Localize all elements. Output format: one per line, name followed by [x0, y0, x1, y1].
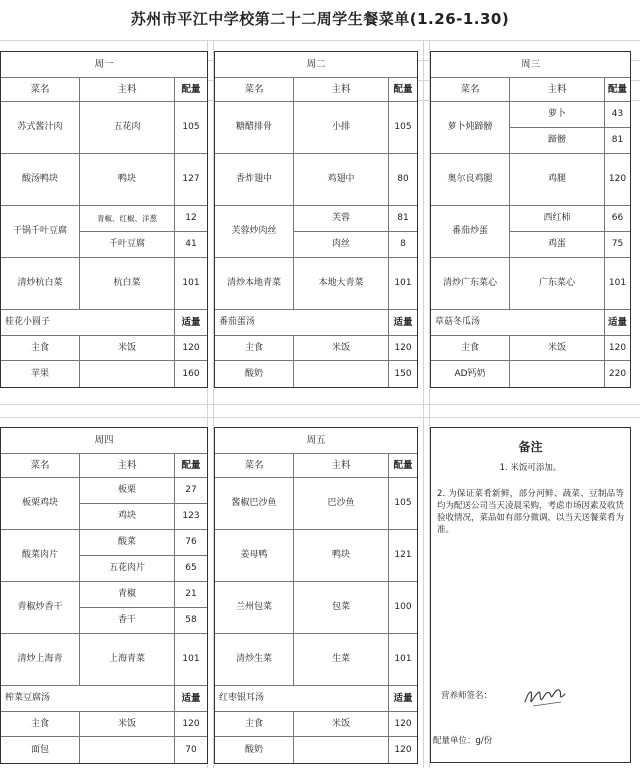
soup-qty: 适量 [389, 686, 417, 712]
ingredient-name: 鸡腿 [510, 154, 605, 206]
dish-name: 清炒杭白菜 [1, 258, 80, 310]
ingredient-name: 小排 [294, 102, 389, 154]
column-header-ingredient: 主料 [80, 78, 175, 102]
ingredient-name: 芙蓉 [294, 206, 389, 232]
extra-item: 酸奶 [215, 361, 294, 387]
staple-name: 米饭 [80, 336, 175, 361]
ingredient-qty: 75 [605, 232, 630, 258]
ingredient-name: 蹄髈 [510, 128, 605, 154]
note-line-2: 2. 为保证菜肴新鲜，部分河鲜、蔬菜、豆制品等均为配送公司当天凌晨采购，考虑市场因素及收货验收情况，菜品如有部分微调，以当天送餐菜肴为准。 [437, 489, 625, 535]
day-header: 周四 [1, 428, 207, 454]
extra-ingredient [80, 737, 175, 763]
dish-name: 香炸翅中 [215, 154, 294, 206]
staple-label: 主食 [215, 712, 294, 737]
ingredient-name: 巴沙鱼 [294, 478, 389, 530]
dish-name: 干锅千叶豆腐 [1, 206, 80, 258]
ingredient-qty: 27 [175, 478, 207, 504]
soup-qty: 适量 [175, 686, 207, 712]
day-header: 周五 [215, 428, 417, 454]
column-header-dish: 菜名 [1, 78, 80, 102]
day-header: 周一 [1, 52, 207, 78]
staple-qty: 120 [175, 712, 207, 737]
ingredient-qty: 65 [175, 556, 207, 582]
dish-name: 清炒广东菜心 [431, 258, 510, 310]
staple-label: 主食 [431, 336, 510, 361]
ingredient-name: 鸡蛋 [510, 232, 605, 258]
soup-name: 桂花小圆子 [1, 310, 175, 336]
ingredient-name: 上海青菜 [80, 634, 175, 686]
column-header-dish: 菜名 [215, 454, 294, 478]
staple-qty: 120 [175, 336, 207, 361]
ingredient-name: 五花肉片 [80, 556, 175, 582]
ingredient-name: 青椒、红椒、洋葱 [80, 206, 175, 232]
soup-qty: 适量 [175, 310, 207, 336]
dish-name: 清炒本地青菜 [215, 258, 294, 310]
dish-name: 酱椒巴沙鱼 [215, 478, 294, 530]
ingredient-qty: 101 [389, 634, 417, 686]
menu-panel-mon [0, 51, 208, 388]
extra-item: 苹果 [1, 361, 80, 387]
notes-title: 备注 [518, 440, 543, 454]
ingredient-qty: 80 [389, 154, 417, 206]
dish-name: 青椒炒香干 [1, 582, 80, 634]
soup-qty: 适量 [605, 310, 630, 336]
extra-qty: 120 [394, 744, 412, 755]
column-header-ingredient: 主料 [510, 78, 605, 102]
column-header-dish: 菜名 [1, 454, 80, 478]
menu-panel-tue [214, 51, 418, 388]
column-header-qty: 配量 [175, 454, 207, 478]
ingredient-qty: 105 [389, 102, 417, 154]
ingredient-name: 五花肉 [80, 102, 175, 154]
extra-qty: 150 [394, 368, 412, 379]
extra-qty: 220 [608, 368, 627, 379]
soup-name: 草菇冬瓜汤 [431, 310, 605, 336]
menu-panel-wed [430, 51, 631, 388]
soup-qty: 适量 [389, 310, 417, 336]
notes-panel [430, 427, 631, 763]
staple-qty: 120 [389, 712, 417, 737]
ingredient-name: 鸡翅中 [294, 154, 389, 206]
staple-qty: 120 [605, 336, 630, 361]
extra-ingredient [80, 361, 175, 387]
ingredient-qty: 127 [175, 154, 207, 206]
ingredient-name: 本地大青菜 [294, 258, 389, 310]
dish-name: 苏式酱汁肉 [1, 102, 80, 154]
dish-name: 姜母鸭 [215, 530, 294, 582]
ingredient-qty: 105 [389, 478, 417, 530]
dish-name: 兰州包菜 [215, 582, 294, 634]
ingredient-name: 萝卜 [510, 102, 605, 128]
ingredient-qty: 8 [389, 232, 417, 258]
staple-name: 米饭 [294, 336, 389, 361]
dish-name: 糖醋排骨 [215, 102, 294, 154]
soup-name: 番茄蛋汤 [215, 310, 389, 336]
ingredient-qty: 43 [605, 102, 630, 128]
dish-name: 清炒上海青 [1, 634, 80, 686]
unit-label: 配量单位：g/份 [433, 736, 493, 746]
ingredient-name: 肉丝 [294, 232, 389, 258]
ingredient-name: 酸菜 [80, 530, 175, 556]
dish-name: 萝卜炖蹄髈 [431, 102, 510, 154]
ingredient-qty: 12 [175, 206, 207, 232]
ingredient-qty: 81 [389, 206, 417, 232]
column-header-qty: 配量 [389, 78, 417, 102]
column-header-ingredient: 主料 [294, 454, 389, 478]
dish-name: 芙蓉炒肉丝 [215, 206, 294, 258]
column-header-dish: 菜名 [215, 78, 294, 102]
signature-image [521, 680, 571, 712]
dish-name: 板栗鸡块 [1, 478, 80, 530]
extra-ingredient [510, 361, 605, 387]
ingredient-name: 板栗 [80, 478, 175, 504]
staple-name: 米饭 [80, 712, 175, 737]
extra-qty: 160 [182, 368, 200, 379]
staple-name: 米饭 [294, 712, 389, 737]
ingredient-qty: 76 [175, 530, 207, 556]
dish-name: 酸菜肉片 [1, 530, 80, 582]
staple-qty: 120 [389, 336, 417, 361]
ingredient-name: 包菜 [294, 582, 389, 634]
day-header: 周三 [431, 52, 630, 78]
dish-name: 酸汤鸭块 [1, 154, 80, 206]
column-header-qty: 配量 [389, 454, 417, 478]
column-header-dish: 菜名 [431, 78, 510, 102]
page-title: 苏州市平江中学校第二十二周学生餐菜单(1.26-1.30) [130, 10, 510, 28]
day-header: 周二 [215, 52, 417, 78]
ingredient-qty: 100 [389, 582, 417, 634]
ingredient-name: 香干 [80, 608, 175, 634]
column-header-ingredient: 主料 [80, 454, 175, 478]
ingredient-qty: 120 [605, 154, 630, 206]
extra-item: AD钙奶 [431, 361, 510, 387]
ingredient-qty: 21 [175, 582, 207, 608]
ingredient-qty: 101 [389, 258, 417, 310]
column-header-qty: 配量 [605, 78, 630, 102]
ingredient-name: 鸭块 [294, 530, 389, 582]
ingredient-qty: 81 [605, 128, 630, 154]
ingredient-qty: 101 [175, 634, 207, 686]
extra-ingredient [294, 737, 389, 763]
ingredient-name: 千叶豆腐 [80, 232, 175, 258]
menu-panel-fri [214, 427, 418, 764]
dish-name: 番茄炒蛋 [431, 206, 510, 258]
staple-label: 主食 [215, 336, 294, 361]
extra-qty: 70 [185, 744, 197, 755]
column-header-qty: 配量 [175, 78, 207, 102]
ingredient-name: 西红柿 [510, 206, 605, 232]
signature-label: 营养师签名： [441, 691, 493, 701]
staple-label: 主食 [1, 712, 80, 737]
dish-name: 清炒生菜 [215, 634, 294, 686]
ingredient-qty: 101 [175, 258, 207, 310]
ingredient-name: 鸡块 [80, 504, 175, 530]
ingredient-qty: 123 [175, 504, 207, 530]
soup-name: 榨菜豆腐汤 [1, 686, 175, 712]
soup-name: 红枣银耳汤 [215, 686, 389, 712]
menu-panel-thu [0, 427, 208, 764]
ingredient-name: 杭白菜 [80, 258, 175, 310]
ingredient-qty: 41 [175, 232, 207, 258]
staple-label: 主食 [1, 336, 80, 361]
ingredient-qty: 58 [175, 608, 207, 634]
column-header-ingredient: 主料 [294, 78, 389, 102]
ingredient-qty: 101 [605, 258, 630, 310]
ingredient-name: 鸭块 [80, 154, 175, 206]
note-line-1: 1. 米饭可添加。 [499, 463, 562, 473]
staple-name: 米饭 [510, 336, 605, 361]
ingredient-name: 青椒 [80, 582, 175, 608]
extra-item: 面包 [1, 737, 80, 763]
ingredient-name: 广东菜心 [510, 258, 605, 310]
ingredient-qty: 105 [175, 102, 207, 154]
ingredient-qty: 121 [389, 530, 417, 582]
extra-item: 酸奶 [215, 737, 294, 763]
dish-name: 奥尔良鸡腿 [431, 154, 510, 206]
extra-ingredient [294, 361, 389, 387]
ingredient-name: 生菜 [294, 634, 389, 686]
ingredient-qty: 66 [605, 206, 630, 232]
